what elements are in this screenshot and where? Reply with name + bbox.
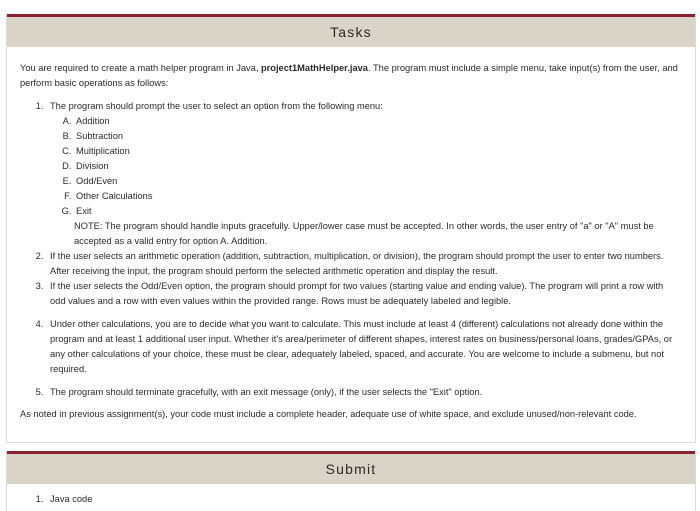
menu-options-list bbox=[50, 114, 681, 219]
tasks-heading: Tasks bbox=[7, 17, 695, 47]
menu-option: E. Odd/Even bbox=[74, 174, 681, 189]
intro-text-after: . The program must include a simple menu, take input(s) from the user, and perform basic operations as follows: bbox=[20, 63, 678, 88]
requirement-item: 4. Under other calculations, you are to decide what you want to calculate. This must include at least 4 (different) calculations not already done within the program and at least 1 additional user input. Whether it's area/perimeter of different shapes, interest rates on business/personal loans, grades/GPAs, or any other calculations of your choice, these must be clear, adequately labeled, spaced, and accurate. You are welcome to include a submenu, but not required. bbox=[46, 317, 681, 377]
requirement-item: 5. The program should terminate gracefully, with an exit message (only), if the user selects the "Exit" option. bbox=[46, 385, 681, 400]
intro-paragraph bbox=[20, 61, 681, 91]
requirements-list bbox=[20, 99, 681, 400]
intro-text-before: You are required to create a math helper program in Java, bbox=[20, 63, 261, 73]
requirement-item: 3. If the user selects the Odd/Even option, the program should prompt for two values (starting value and ending value). The program will print a row with odd values and a row with even values within the provided range. Rows must be adequately labeled and legible. bbox=[46, 279, 681, 309]
menu-option: A. Addition bbox=[74, 114, 681, 129]
requirement-item bbox=[46, 99, 681, 249]
submit-item: 1. Java code bbox=[46, 492, 681, 507]
closing-paragraph: As noted in previous assignment(s), your code must include a complete header, adequate use of white space, and exclude unused/non-relevant code. bbox=[20, 409, 637, 419]
submit-panel bbox=[6, 451, 696, 511]
submit-content bbox=[7, 492, 695, 507]
requirement-text: The program should prompt the user to select an option from the following menu: bbox=[50, 101, 383, 111]
menu-option: C. Multiplication bbox=[74, 144, 681, 159]
menu-option: D. Division bbox=[74, 159, 681, 174]
requirement-item: 2. If the user selects an arithmetic operation (addition, subtraction, multiplication, or division), the program should prompt the user to enter two numbers. After receiving the input, the program should perform the selected arithmetic operation and display the result. bbox=[46, 249, 681, 279]
menu-option: F. Other Calculations bbox=[74, 189, 681, 204]
intro-filename: project1MathHelper.java bbox=[261, 63, 368, 73]
menu-option: G. Exit bbox=[74, 204, 681, 219]
tasks-content bbox=[7, 47, 695, 422]
submit-list bbox=[20, 492, 681, 507]
tasks-panel bbox=[6, 14, 696, 443]
menu-option: B. Subtraction bbox=[74, 129, 681, 144]
submit-heading: Submit bbox=[7, 454, 695, 484]
input-note: NOTE: The program should handle inputs gracefully. Upper/lower case must be accepted. In other words, the user entry of "a" or "A" must be accepted as a valid entry for option A. Addition. bbox=[74, 221, 654, 246]
